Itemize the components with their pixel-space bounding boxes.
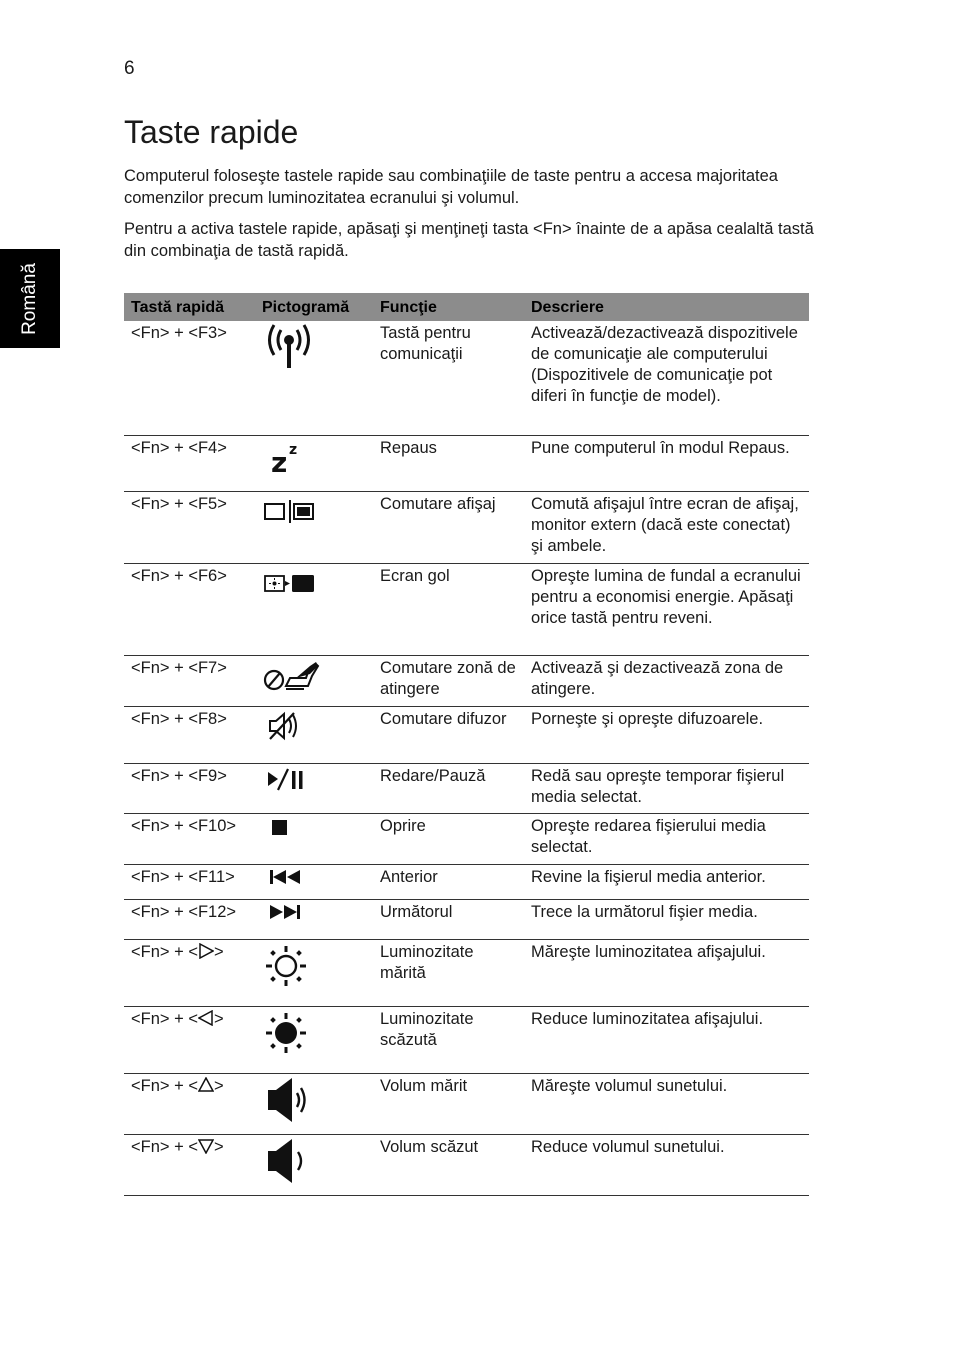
next-track-icon: [262, 902, 322, 922]
function-cell: Următorul: [373, 899, 524, 939]
play-pause-icon: [262, 766, 322, 794]
volume-up-icon: [262, 1076, 322, 1124]
page-title: Taste rapide: [124, 114, 299, 150]
function-cell: Luminozitate mărită: [373, 939, 524, 1006]
intro-paragraph-2: Pentru a activa tastele rapide, apăsaţi şi menţineţi tasta <Fn> înainte de a apăsa cealaltă tastă din combinaţia de tastă rapidă.: [124, 220, 814, 260]
function-cell: Comutare afişaj: [373, 491, 524, 563]
function-cell: Comutare difuzor: [373, 706, 524, 763]
hotkey-cell: <Fn> + <F10>: [124, 813, 255, 864]
brightness-down-icon: [262, 1009, 322, 1057]
table-row: [124, 864, 809, 899]
table-row: [124, 491, 809, 563]
hotkey-cell: <Fn> + <F11>: [124, 864, 255, 899]
function-cell: Redare/Pauză: [373, 763, 524, 813]
hotkey-cell: <Fn> + < >: [124, 1134, 255, 1195]
hotkey-cell: <Fn> + < >: [124, 1073, 255, 1134]
page-number: 6: [124, 58, 135, 79]
arrow-right-icon: [198, 943, 214, 959]
volume-down-icon: [262, 1137, 322, 1185]
previous-track-icon: [262, 867, 322, 887]
brightness-up-icon: [262, 942, 322, 990]
stop-icon: [262, 816, 322, 840]
hotkey-cell: <Fn> + <F12>: [124, 899, 255, 939]
hotkey-cell: <Fn> + <F9>: [124, 763, 255, 813]
hotkey-cell: <Fn> + < >: [124, 1006, 255, 1073]
table-header-row: [124, 293, 809, 321]
function-cell: Volum scăzut: [373, 1134, 524, 1195]
description-cell: Comută afişajul între ecran de afişaj, monitor extern (dacă este conectat) şi ambele.: [524, 491, 809, 563]
hotkey-cell: <Fn> + <F3>: [124, 321, 255, 435]
hotkey-cell: <Fn> + <F4>: [124, 435, 255, 491]
description-cell: Opreşte redarea fişierului media selectat.: [524, 813, 809, 864]
function-cell: Ecran gol: [373, 563, 524, 655]
description-cell: Măreşte luminozitatea afişajului.: [524, 939, 809, 1006]
intro-paragraph-1: Computerul foloseşte tastele rapide sau combinaţiile de taste pentru a accesa majoritatea comenzilor precum luminozitatea ecranului şi volumul.: [124, 167, 778, 207]
table-row: [124, 899, 809, 939]
svg-text:z: z: [271, 445, 288, 474]
hotkey-cell: <Fn> + < >: [124, 939, 255, 1006]
function-cell: Comutare zonă de atingere: [373, 655, 524, 706]
description-cell: Revine la fişierul media anterior.: [524, 864, 809, 899]
table-row: [124, 435, 809, 491]
description-cell: Măreşte volumul sunetului.: [524, 1073, 809, 1134]
touchpad-toggle-icon: [262, 658, 322, 692]
function-cell: Repaus: [373, 435, 524, 491]
table-row: [124, 1073, 809, 1134]
function-cell: Anterior: [373, 864, 524, 899]
description-cell: Reduce luminozitatea afişajului.: [524, 1006, 809, 1073]
arrow-left-icon: [198, 1010, 214, 1026]
table-row: [124, 563, 809, 655]
description-cell: Redă sau opreşte temporar fişierul media selectat.: [524, 763, 809, 813]
header-function: Funcţie: [373, 293, 524, 321]
table-row: [124, 1134, 809, 1195]
hotkeys-table: [124, 293, 809, 1196]
display-toggle-icon: [262, 494, 322, 524]
hotkey-cell: <Fn> + <F5>: [124, 491, 255, 563]
description-cell: Porneşte şi opreşte difuzoarele.: [524, 706, 809, 763]
wireless-antenna-icon: [262, 323, 322, 369]
arrow-up-icon: [198, 1077, 214, 1093]
table-row: [124, 813, 809, 864]
language-label: Română: [19, 262, 41, 335]
table-row: [124, 763, 809, 813]
header-description: Descriere: [524, 293, 809, 321]
description-cell: Reduce volumul sunetului.: [524, 1134, 809, 1195]
description-cell: Pune computerul în modul Repaus.: [524, 435, 809, 491]
table-row: [124, 1006, 809, 1073]
function-cell: Oprire: [373, 813, 524, 864]
header-icon: Pictogramă: [255, 293, 373, 321]
function-cell: Volum mărit: [373, 1073, 524, 1134]
sleep-zz-icon: [262, 438, 322, 474]
hotkey-cell: <Fn> + <F7>: [124, 655, 255, 706]
table-row: [124, 655, 809, 706]
language-side-tab: [0, 249, 60, 348]
table-row: [124, 706, 809, 763]
hotkey-cell: <Fn> + <F6>: [124, 563, 255, 655]
svg-text:z: z: [289, 441, 298, 458]
description-cell: Opreşte lumina de fundal a ecranului pentru a economisi energie. Apăsaţi orice tastă pentru reveni.: [524, 563, 809, 655]
table-row: [124, 321, 809, 435]
header-hotkey: Tastă rapidă: [124, 293, 255, 321]
speaker-mute-icon: [262, 709, 322, 743]
description-cell: Activează/dezactivează dispozitivele de comunicaţie ale computerului (Dispozitivele de comunicaţie pot diferi în funcţie de model).: [524, 321, 809, 435]
description-cell: Trece la următorul fişier media.: [524, 899, 809, 939]
function-cell: Luminozitate scăzută: [373, 1006, 524, 1073]
table-row: [124, 939, 809, 1006]
screen-blank-icon: [262, 566, 322, 596]
function-cell: Tastă pentru comunicaţii: [373, 321, 524, 435]
hotkey-cell: <Fn> + <F8>: [124, 706, 255, 763]
arrow-down-icon: [198, 1138, 214, 1154]
description-cell: Activează şi dezactivează zona de atingere.: [524, 655, 809, 706]
